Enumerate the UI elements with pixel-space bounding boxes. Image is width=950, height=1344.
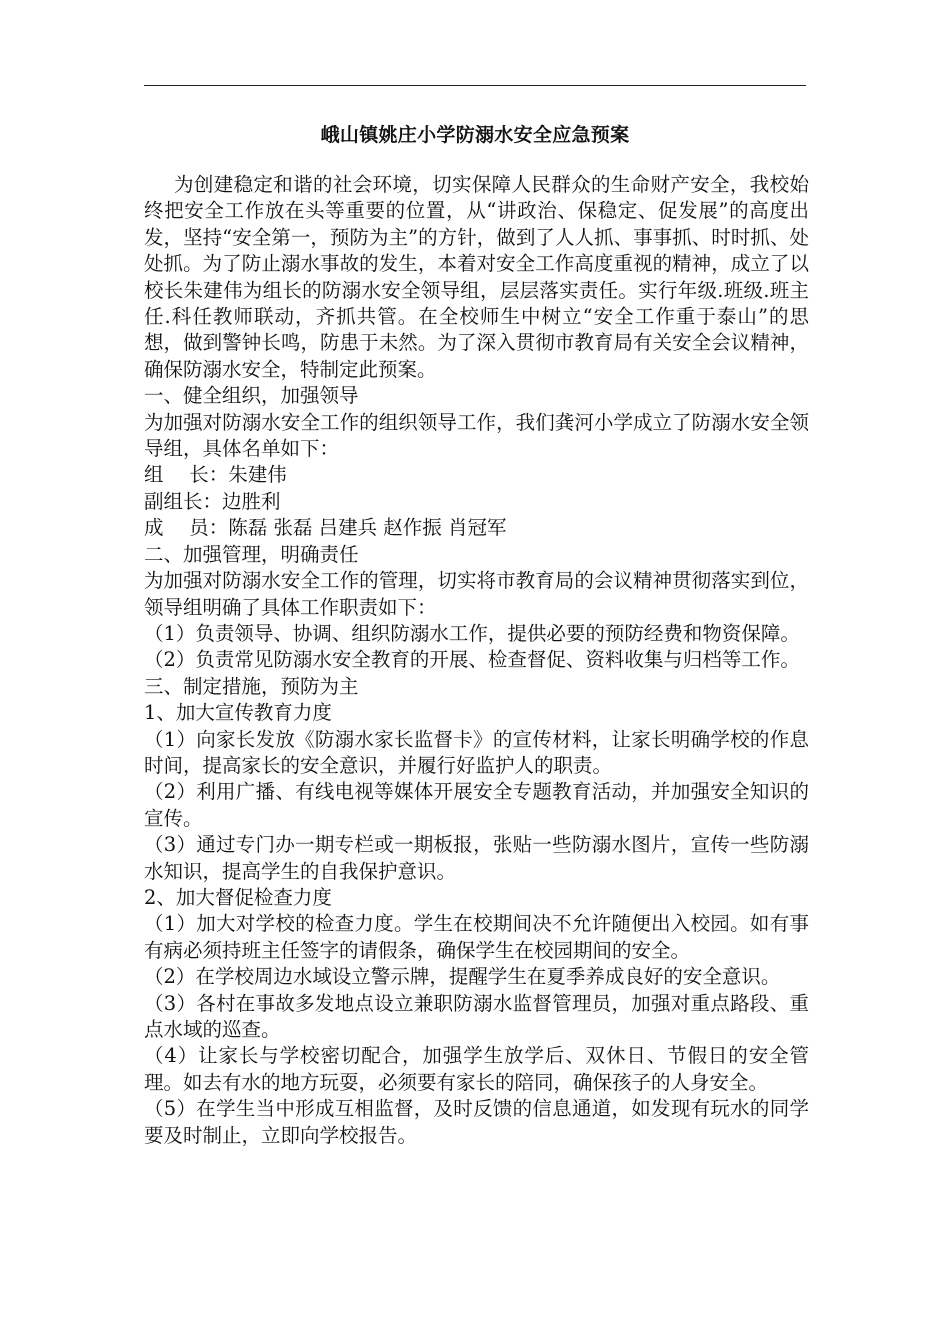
list-item: （2）利用广播、有线电视等媒体开展安全专题教育活动，并加强安全知识的宣传。 (144, 780, 809, 830)
header-rule (144, 85, 806, 86)
list-item: （1）加大对学校的检查力度。学生在校期间决不允许随便出入校园。如有事有病必须持班主任签字的请假条，确保学生在校园期间的安全。 (144, 912, 809, 962)
deputy-line: 副组长：边胜利 (144, 489, 281, 513)
section2-paragraph: 为加强对防溺水安全工作的管理，切实将市教育局的会议精神贯彻落实到位，领导组明确了具体工作职责如下： (144, 569, 809, 619)
list-item: （1）负责领导、协调、组织防溺水工作，提供必要的预防经费和物资保障。 (144, 621, 800, 645)
list-item: （3）各村在事故多发地点设立兼职防溺水监督管理员，加强对重点路段、重点水域的巡查。 (144, 991, 809, 1041)
section1-paragraph: 为加强对防溺水安全工作的组织领导工作，我们龚河小学成立了防溺水安全领导组，具体名单如下： (144, 410, 809, 461)
list-item: （2）负责常见防溺水安全教育的开展、检查督促、资料收集与归档等工作。 (144, 648, 800, 672)
members-line: 成 员：陈磊 张磊 吕建兵 赵作振 肖冠军 (144, 516, 507, 540)
subsection-heading-2: 2、加大督促检查力度 (144, 885, 332, 909)
document-body (144, 172, 809, 1149)
list-item: （5）在学生当中形成互相监督，及时反馈的信息通道，如发现有玩水的同学要及时制止，立即向学校报告。 (144, 1097, 809, 1147)
section-heading-1: 一、健全组织，加强领导 (144, 384, 359, 408)
section-heading-3: 三、制定措施，预防为主 (144, 674, 359, 698)
section-heading-2: 二、加强管理，明确责任 (144, 542, 359, 566)
list-item: （1）向家长发放《防溺水家长监督卡》的宣传材料，让家长明确学校的作息时间，提高家长的安全意识，并履行好监护人的职责。 (144, 727, 809, 777)
document-title: 峨山镇姚庄小学防溺水安全应急预案 (320, 124, 630, 146)
list-item: （3）通过专门办一期专栏或一期板报，张贴一些防溺水图片，宣传一些防溺水知识，提高学生的自我保护意识。 (144, 833, 809, 883)
list-item: （2）在学校周边水域设立警示牌，提醒学生在夏季养成良好的安全意识。 (144, 965, 781, 989)
leader-line: 组 长：朱建伟 (144, 463, 287, 487)
list-item: （4）让家长与学校密切配合，加强学生放学后、双休日、节假日的安全管理。如去有水的地方玩耍，必须要有家长的陪同，确保孩子的人身安全。 (144, 1044, 809, 1094)
intro-paragraph: 为创建稳定和谐的社会环境，切实保障人民群众的生命财产安全，我校始终把安全工作放在头等重要的位置，从“讲政治、保稳定、促发展”的高度出发，坚持“安全第一，预防为主”的方针，做到了人人抓、事事抓、时时抓、处处抓。为了防止溺水事故的发生，本着对安全工作高度重视的精神，成立了以校长朱建伟为组长的防溺水安全领导组，层层落实责任。实行年级.班级.班主任.科任教师联动，齐抓共管。在全校师生中树立“安全工作重于泰山”的思想，做到警钟长鸣，防患于未然。为了深入贯彻市教育局有关安全会议精神，确保防溺水安全，特制定此预案。 (144, 173, 809, 381)
subsection-heading-1: 1、加大宣传教育力度 (144, 701, 332, 725)
